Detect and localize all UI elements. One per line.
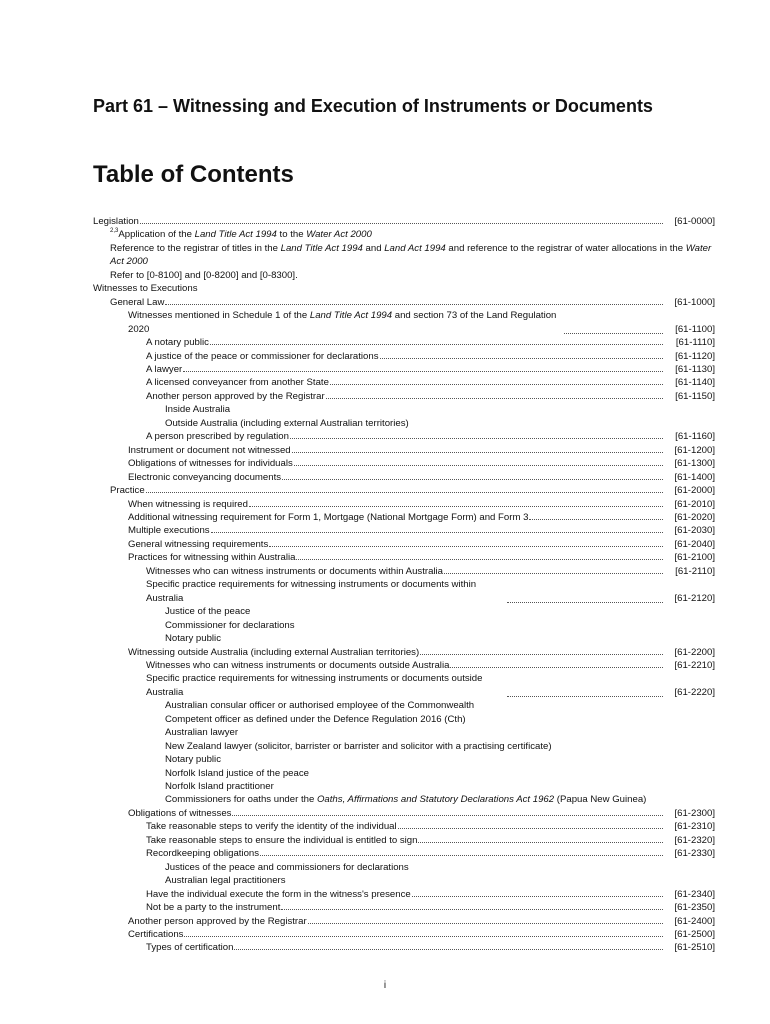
toc-title: Table of Contents bbox=[93, 161, 294, 188]
toc-sub-notary-public: Notary public bbox=[165, 633, 221, 645]
toc-entry-who-outside[interactable]: Witnesses who can witness instruments or documents outside Australia [61-2210] bbox=[146, 659, 715, 671]
toc-entry-another-approved[interactable]: Another person approved by the Registrar [61-2400] bbox=[128, 915, 715, 927]
toc-entry-when-required[interactable]: When witnessing is required [61-2010] bbox=[128, 498, 715, 510]
toc-entry-schedule1[interactable]: Witnesses mentioned in Schedule 1 of the Land Title Act 1994 and section 73 of the Land Regulation 2020 [61-1100] bbox=[128, 310, 715, 335]
toc-entry-prescribed[interactable]: A person prescribed by regulation [61-1160] bbox=[146, 431, 715, 443]
toc-note-application: $^{2,3}$Application of the Land Title Act 1994 to the Water Act 2000 bbox=[110, 228, 372, 241]
toc-entry-justice-peace[interactable]: A justice of the peace or commissioner for declarations [61-1120] bbox=[146, 350, 715, 362]
toc-entry-notary-public[interactable]: A notary public [61-1110] bbox=[146, 337, 715, 349]
toc-sub-nz-lawyer: New Zealand lawyer (solicitor, barrister or barrister and solicitor with a practising certificate) bbox=[165, 740, 552, 752]
toc-sub-norfolk-practitioner: Norfolk Island practitioner bbox=[165, 781, 274, 793]
toc-sub-competent: Competent officer as defined under the Defence Regulation 2016 (Cth) bbox=[165, 713, 466, 725]
toc-sub-aus-lawyer: Australian lawyer bbox=[165, 727, 239, 739]
page-number: i bbox=[383, 980, 387, 991]
toc-sub-outside-australia: Outside Australia (including external Australian territories) bbox=[165, 417, 409, 429]
toc-sub-inside-australia: Inside Australia bbox=[165, 404, 231, 416]
toc-entry-recordkeeping[interactable]: Recordkeeping obligations [61-2330] bbox=[146, 848, 715, 860]
toc-entry-conveyancer[interactable]: A licensed conveyancer from another State [61-1140] bbox=[146, 377, 715, 389]
toc-entry-entitled[interactable]: Take reasonable steps to ensure the individual is entitled to sign [61-2320] bbox=[146, 834, 715, 846]
toc-note-reference: Reference to the registrar of titles in the Land Title Act 1994 and Land Act 1994 and reference to the registrar of water allocations in the Water Act 2000 bbox=[110, 242, 712, 268]
toc-entry-types[interactable]: Types of certification [61-2510] bbox=[146, 942, 715, 954]
toc-entry-outside-australia[interactable]: Witnessing outside Australia (including external Australian territories) [61-2200] bbox=[128, 646, 715, 658]
toc-sub-consular: Australian consular officer or authorised employee of the Commonwealth bbox=[165, 700, 475, 712]
toc-sub-commissioner: Commissioner for declarations bbox=[165, 619, 295, 631]
toc-sub-justice-of-peace: Justice of the peace bbox=[165, 606, 251, 618]
toc-entry-approved-person[interactable]: Another person approved by the Registrar [61-1150] bbox=[146, 390, 715, 402]
toc-entry-who-within[interactable]: Witnesses who can witness instruments or documents within Australia [61-2110] bbox=[146, 565, 715, 577]
toc-entry-verify[interactable]: Take reasonable steps to verify the identity of the individual [61-2310] bbox=[146, 821, 715, 833]
toc-entry-not-party[interactable]: Not be a party to the instrument [61-2350] bbox=[146, 902, 715, 914]
part-title: Part 61 – Witnessing and Execution of Instruments or Documents bbox=[93, 96, 653, 116]
toc-entry-presence[interactable]: Have the individual execute the form in the witness's presence [61-2340] bbox=[146, 888, 715, 900]
toc-note-refer: Refer to [0-8100] and [0-8200] and [0-8300]. bbox=[110, 269, 298, 281]
toc-entry-legislation[interactable]: Legislation [61-0000] bbox=[93, 216, 715, 227]
toc-sub-notary-public-outside: Notary public bbox=[165, 754, 221, 766]
table-of-contents bbox=[93, 215, 715, 955]
toc-entry-multiple[interactable]: Multiple executions [61-2030] bbox=[128, 525, 715, 537]
toc-entry-not-witnessed[interactable]: Instrument or document not witnessed [61-1200] bbox=[128, 444, 715, 456]
toc-entry-electronic[interactable]: Electronic conveyancing documents [61-1400] bbox=[128, 471, 715, 483]
toc-sub-legal-practitioners: Australian legal practitioners bbox=[165, 875, 286, 887]
toc-entry-obligations[interactable]: Obligations of witnesses [61-2300] bbox=[128, 807, 715, 819]
toc-entry-certifications[interactable]: Certifications [61-2500] bbox=[128, 929, 715, 941]
toc-entry-specific-outside[interactable]: Specific practice requirements for witnessing instruments or documents outside Australia [61-2220] bbox=[146, 673, 715, 698]
toc-sub-norfolk-justice: Norfolk Island justice of the peace bbox=[165, 767, 309, 779]
toc-heading-witnesses: Witnesses to Executions bbox=[93, 283, 198, 295]
toc-entry-general-requirements[interactable]: General witnessing requirements [61-2040] bbox=[128, 538, 715, 550]
toc-sub-justices-commissioners: Justices of the peace and commissioners for declarations bbox=[165, 861, 409, 873]
toc-entry-general-law[interactable]: General Law [61-1000] bbox=[110, 296, 715, 308]
toc-sub-commissioners-oaths: Commissioners for oaths under the Oaths, Affirmations and Statutory Declarations Act 1962 (Papua New Guinea) bbox=[165, 794, 647, 806]
toc-entry-additional[interactable]: Additional witnessing requirement for Form 1, Mortgage (National Mortgage Form) and Form 3 [61-2020] bbox=[128, 511, 715, 523]
toc-entry-obligations-individuals[interactable]: Obligations of witnesses for individuals [61-1300] bbox=[128, 458, 715, 470]
toc-entry-within-australia[interactable]: Practices for witnessing within Australia [61-2100] bbox=[128, 552, 715, 564]
toc-entry-specific-within[interactable]: Specific practice requirements for witnessing instruments or documents within Australia [61-2120] bbox=[146, 579, 715, 604]
toc-entry-practice[interactable]: Practice [61-2000] bbox=[110, 485, 715, 497]
toc-entry-lawyer[interactable]: A lawyer [61-1130] bbox=[146, 363, 715, 375]
